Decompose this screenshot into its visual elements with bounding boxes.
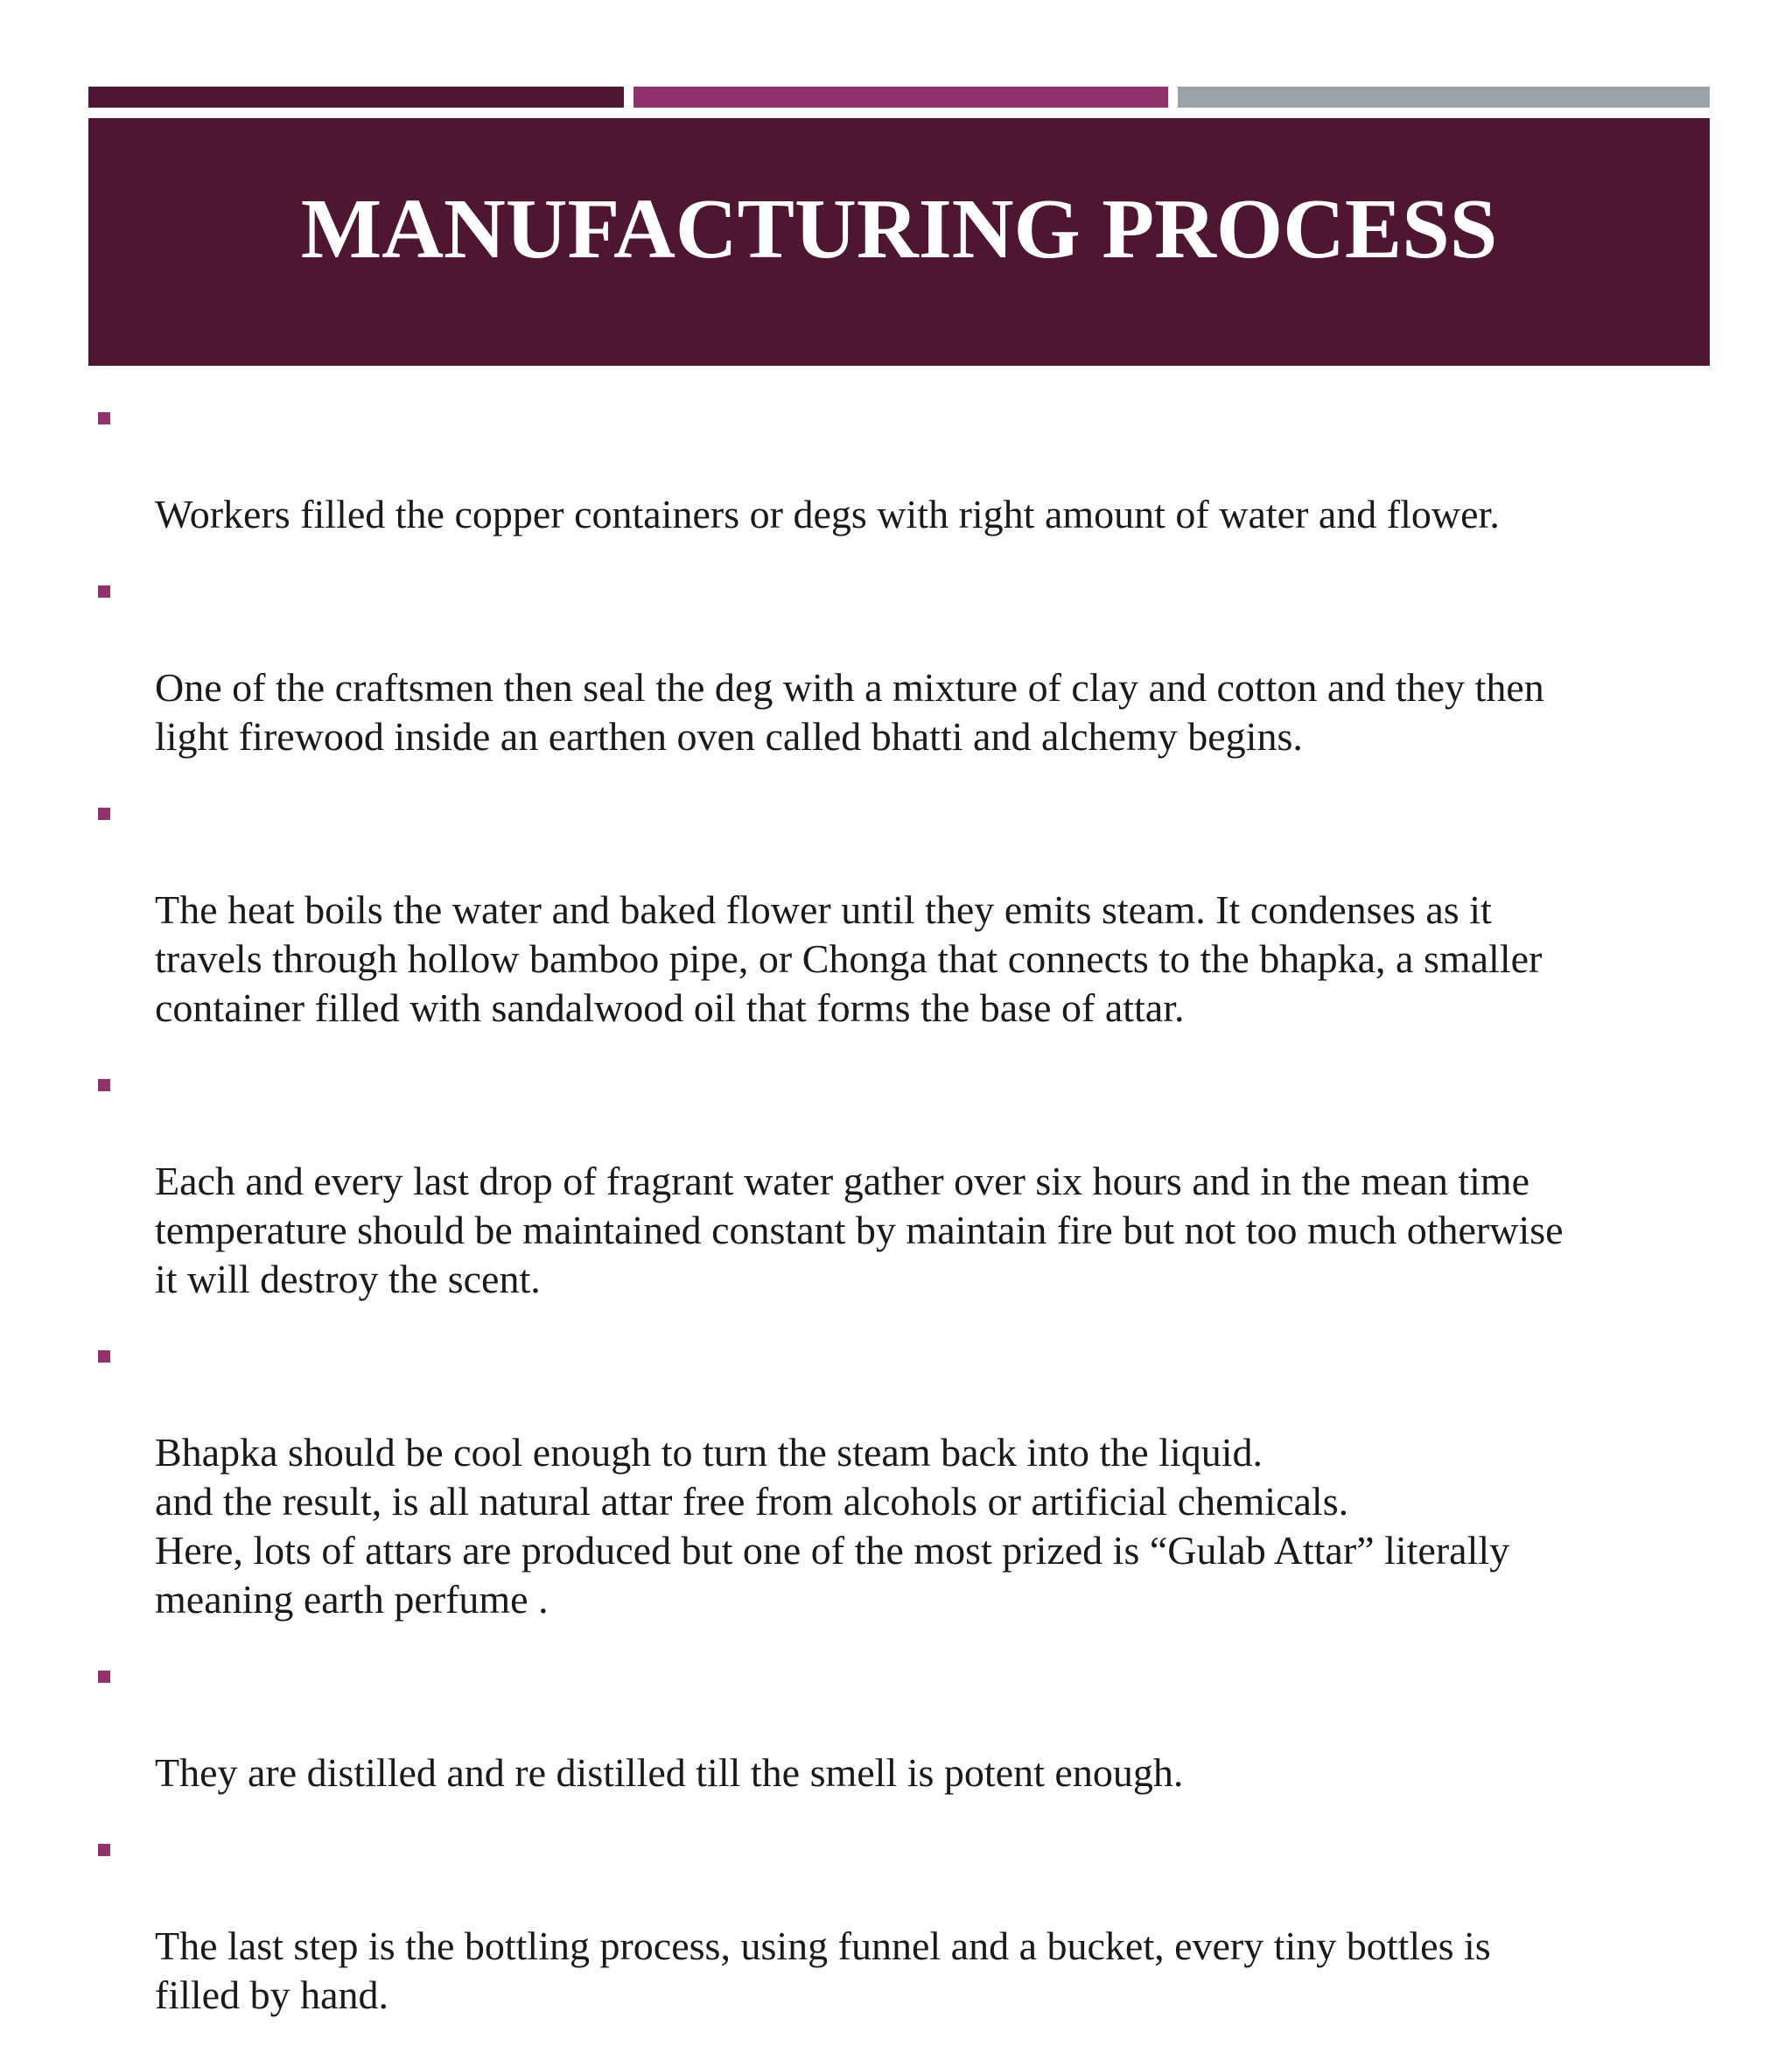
bullet-text: One of the craftsmen then seal the deg with a mixture of clay and cotton and they then light firewood inside an earthen oven called bhatti and alchemy begins.: [155, 665, 1544, 759]
list-item: [94, 788, 1740, 1033]
square-bullet-icon: [98, 808, 110, 820]
header-accent-bars: [88, 87, 1710, 108]
square-bullet-icon: [98, 1844, 110, 1856]
square-bullet-icon: [98, 1350, 110, 1363]
square-bullet-icon: [98, 1079, 110, 1091]
square-bullet-icon: [98, 1671, 110, 1683]
bullet-text: They are distilled and re distilled till the smell is potent enough.: [155, 1750, 1184, 1795]
bullet-text: The last step is the bottling process, using funnel and a bucket, every tiny bottles is filled by hand.: [155, 1923, 1491, 2017]
bullet-text: Bhapka should be cool enough to turn the steam back into the liquid. and the result, is all natural attar free from alcohols or artificial chemicals. Here, lots of attars are produced but one of the most prized is “Gulab Attar” literally meaning earth perfume .: [155, 1430, 1510, 1622]
bullet-list: [94, 392, 1740, 2046]
list-item: [94, 1330, 1740, 1624]
list-item: [94, 565, 1740, 761]
accent-bar-gray: [1178, 87, 1710, 108]
accent-bar-dark: [88, 87, 624, 108]
slide-title: MANUFACTURING PROCESS: [300, 181, 1498, 277]
square-bullet-icon: [98, 585, 110, 598]
list-item: [94, 1650, 1740, 1797]
title-banner: [88, 118, 1710, 366]
accent-bar-magenta: [634, 87, 1168, 108]
list-item: [94, 392, 1740, 539]
list-item: [94, 1824, 1740, 2020]
bullet-text: Workers filled the copper containers or degs with right amount of water and flower.: [155, 492, 1500, 536]
list-item: [94, 1059, 1740, 1304]
bullet-text: The heat boils the water and baked flower until they emits steam. It condenses as it travels through hollow bamboo pipe, or Chonga that connects to the bhapka, a smaller container filled with sandalwood oil that forms the base of attar.: [155, 887, 1543, 1030]
bullet-text: Each and every last drop of fragrant water gather over six hours and in the mean time temperature should be maintained constant by maintain fire but not too much otherwise it will destroy the scent.: [155, 1159, 1564, 1301]
square-bullet-icon: [98, 412, 110, 424]
